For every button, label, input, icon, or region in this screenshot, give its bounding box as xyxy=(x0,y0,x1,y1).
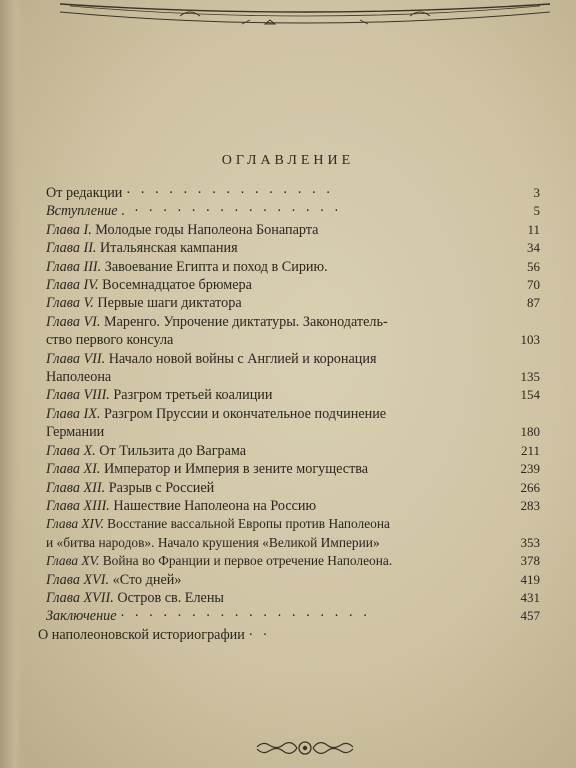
toc-entry xyxy=(46,607,540,625)
page-number: 154 xyxy=(520,387,540,403)
entry-text: Разгром Пруссии и окончательное подчинение xyxy=(103,405,387,422)
entry-text: Итальянская кампания xyxy=(100,240,238,257)
toc-entry xyxy=(46,221,540,239)
toc-entry xyxy=(46,552,540,570)
toc-entry xyxy=(46,497,540,515)
page-number: 419 xyxy=(520,571,540,587)
page-number: 103 xyxy=(520,332,540,348)
entry-text: О наполеоновской историографии xyxy=(38,626,245,643)
entry-label: Глава X. xyxy=(46,442,96,459)
entry-text: Император и Империя в зените могущества xyxy=(103,461,369,478)
page-number: 211 xyxy=(520,442,540,458)
toc-entry xyxy=(46,515,540,552)
leader-dots: · · · · · · · · · · · · · · · · · · xyxy=(120,608,371,625)
entry-label: Глава VIII. xyxy=(46,387,110,404)
entry-text: Разрыв с Россией xyxy=(108,479,215,496)
leader-dots: · · xyxy=(248,626,271,643)
entry-label: Глава XVI. xyxy=(46,571,110,588)
toc-entry xyxy=(46,350,540,387)
entry-text: От Тильзита до Ваграма xyxy=(99,442,247,459)
toc-entry xyxy=(46,479,540,497)
toc-entry xyxy=(46,184,540,202)
page-number: 431 xyxy=(520,589,540,605)
page-number: 457 xyxy=(520,608,540,624)
entry-text: Восемнадцатое брюмера xyxy=(102,277,252,294)
entry-label: Глава XII. xyxy=(46,479,106,496)
entry-text: Молодые годы Наполеона Бонапарта xyxy=(95,221,319,238)
entry-label: Глава XVII. xyxy=(46,589,114,606)
entry-label: Глава XI. xyxy=(46,461,101,478)
page-number: 56 xyxy=(527,258,540,274)
toc-entry xyxy=(46,442,540,460)
page-number: 34 xyxy=(527,240,540,256)
page-number: 378 xyxy=(520,553,540,569)
page-number: 135 xyxy=(520,369,540,385)
toc-entry xyxy=(46,294,540,312)
entry-text: Восстание вассальной Европы против Наполеона xyxy=(107,516,390,532)
entry-text: Начало новой войны с Англией и коронация xyxy=(108,350,377,367)
entry-text: Остров св. Елены xyxy=(117,589,224,606)
entry-text: Разгром третьей коалиции xyxy=(113,387,273,404)
entry-text-continued: Германии xyxy=(46,424,105,441)
footer-ornament-icon xyxy=(255,734,355,762)
toc-entry xyxy=(46,239,540,257)
page-number: 3 xyxy=(533,185,540,200)
entry-text: Завоевание Египта и поход в Сирию. xyxy=(104,258,328,275)
header-ornament-icon xyxy=(60,0,550,40)
page-number: 87 xyxy=(527,295,540,311)
toc-entry xyxy=(46,589,540,607)
entry-label: Заключение xyxy=(46,608,117,625)
entry-label: Глава XIV. xyxy=(46,516,104,532)
entry-label: Глава IX. xyxy=(46,405,101,422)
page-number: 5 xyxy=(533,203,540,219)
entry-label: Глава XV. xyxy=(46,553,100,569)
page-number: 180 xyxy=(520,424,540,440)
entry-text: Маренго. Упрочение диктатуры. Законодатель- xyxy=(103,313,388,330)
toc-entry xyxy=(46,405,540,442)
entry-label: Глава IV. xyxy=(46,277,99,294)
entry-label: Глава I. xyxy=(46,221,92,238)
entry-text-continued: ство первого консула xyxy=(46,332,174,349)
page-number: 239 xyxy=(520,461,540,477)
leader-dots: . · · · · · · · · · · · · · · · xyxy=(121,203,342,220)
entry-text-continued: Наполеона xyxy=(46,369,112,386)
entry-label: Глава II. xyxy=(46,240,97,257)
toc-entry xyxy=(46,276,540,294)
page-title: ОГЛАВЛЕНИЕ xyxy=(221,153,355,168)
leader-dots: · · · · · · · · · · · · · · · xyxy=(125,185,334,201)
entry-text: От редакции xyxy=(46,185,123,201)
entry-label: Глава XIII. xyxy=(46,497,110,514)
toc-entry xyxy=(46,460,540,478)
entry-label: Вступление xyxy=(46,203,118,220)
toc-entry xyxy=(38,626,540,644)
table-of-contents xyxy=(38,184,540,644)
book-gutter-shadow xyxy=(0,0,22,768)
entry-text: «Сто дней» xyxy=(112,571,182,588)
page-number: 353 xyxy=(520,534,540,550)
entry-label: Глава VI. xyxy=(46,313,101,330)
entry-text-continued: и «битва народов». Начало крушения «Великой Империи» xyxy=(46,534,380,550)
toc-entry xyxy=(46,571,540,589)
toc-entry xyxy=(46,202,540,220)
page-number: 11 xyxy=(527,221,540,237)
entry-text: Война во Франции и первое отречение Наполеона. xyxy=(102,553,393,569)
page-number: 70 xyxy=(527,277,540,293)
entry-text: Нашествие Наполеона на Россию xyxy=(113,497,317,514)
page-number: 283 xyxy=(520,497,540,513)
entry-label: Глава V. xyxy=(46,295,94,312)
toc-entry xyxy=(46,386,540,404)
entry-label: Глава VII. xyxy=(46,350,106,367)
page-number: 266 xyxy=(520,479,540,495)
toc-entry xyxy=(46,258,540,276)
entry-text: Первые шаги диктатора xyxy=(97,295,242,312)
toc-entry xyxy=(46,313,540,350)
entry-label: Глава III. xyxy=(46,258,102,275)
